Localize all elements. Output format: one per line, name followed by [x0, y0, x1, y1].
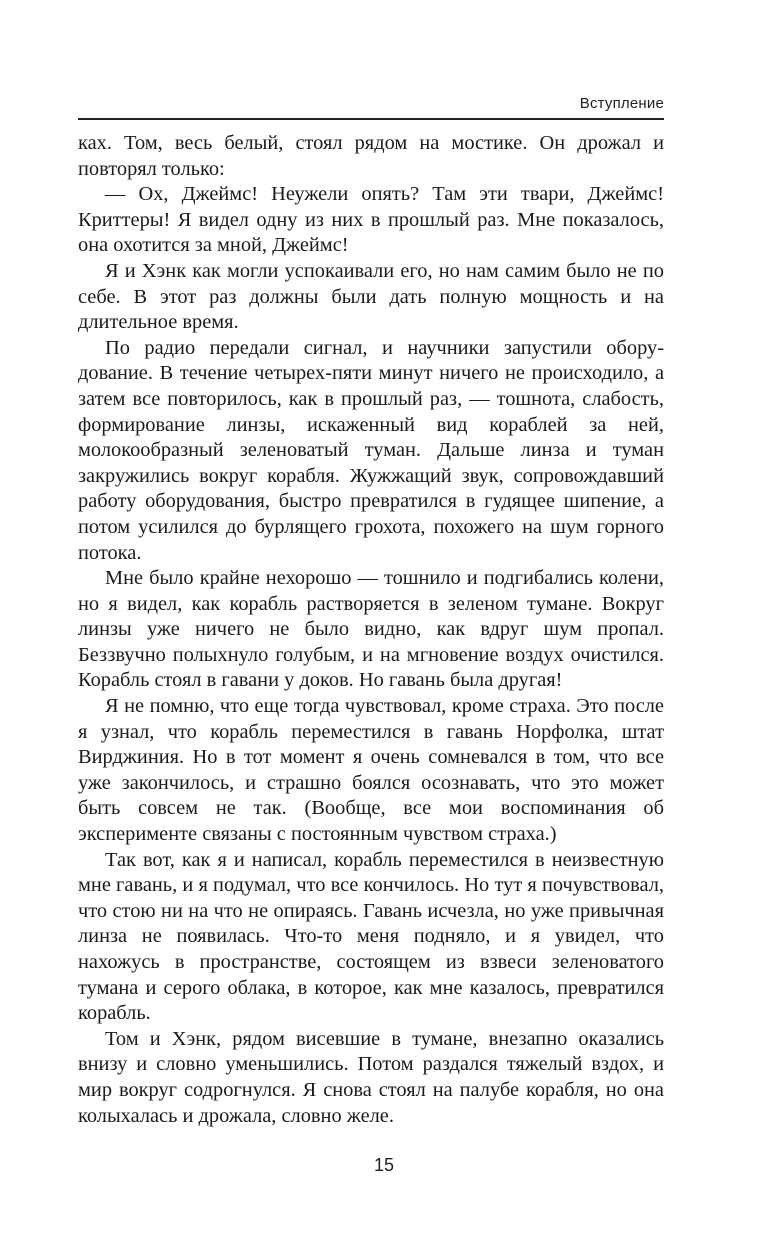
- paragraph-7: Так вот, как я и написал, корабль переместился в неизвестную мне гавань, и я подумал, что все кончилось. Но тут я почувствовал, что стою ни на что не опираясь. Гавань исчезла, но уже привычная линза не появилась. Что-то меня подняло, и я увидел, что нахожусь в пространстве, состоящем из взвеси зеленоватого тумана и серого облака, в которое, как мне казалось, превратился корабль.: [78, 848, 664, 1025]
- paragraph-4: По радио передали сигнал, и научники запустили оборудование. В течение четырех-пяти минут ничего не происходило, а затем все повторилось, как в прошлый раз, — тошнота, слабость, формирование линзы, искаженный вид кораблей за ней, молокообразный зеленоватый туман. Дальше линза и туман закружились вокруг корабля. Жужжащий звук, сопровождавший работу оборудования, быстро превратился в гудящее шипение, а потом усилился до бурлящего грохота, похожего на шум горного потока.: [78, 336, 664, 564]
- paragraph-6: Я не помню, что еще тогда чувствовал, кроме страха. Это после я узнал, что корабль переместился в гавань Норфолка, штат Вирджиния. Но в тот момент я очень сомневался в том, что все уже закончилось, и страшно боялся осознавать, что это может быть совсем не так. (Вообще, все мои воспоминания об эксперименте связаны с постоянным чувством страха.): [78, 695, 664, 846]
- paragraph-2: — Ох, Джеймс! Неужели опять? Там эти твари, Джеймс! Криттеры! Я видел одну из них в прошлый раз. Мне показалось, она охотится за мной, Джеймс!: [78, 183, 664, 257]
- body-text: [78, 131, 664, 1129]
- header-rule: [78, 118, 664, 120]
- running-head-title: Вступление: [579, 95, 664, 112]
- paragraph-1: ках. Том, весь белый, стоял рядом на мостике. Он дрожал и повторял только:: [78, 132, 664, 180]
- paragraph-3: Я и Хэнк как могли успокаивали его, но нам самим было не по себе. В этот раз должны были дать полную мощность и на длительное время.: [78, 259, 664, 334]
- page-number: 15: [373, 1155, 395, 1175]
- paragraph-8: Том и Хэнк, рядом висевшие в тумане, внезапно оказались внизу и словно уменьшились. Потом раздался тяжелый вздох, и мир вокруг содрогнулся. Я снова стоял на палубе корабля, но она колыхалась и дрожала, словно желе.: [78, 1027, 664, 1127]
- paragraph-5: Мне было крайне нехорошо — тошнило и подгибались колени, но я видел, как корабль растворяется в зеленом тумане. Вокруг линзы уже ничего не было видно, как вдруг шум пропал. Беззвучно полыхнуло голубым, и на мгновение воздух очистился. Корабль стоял в гавани у доков. Но гавань была другая!: [78, 567, 664, 692]
